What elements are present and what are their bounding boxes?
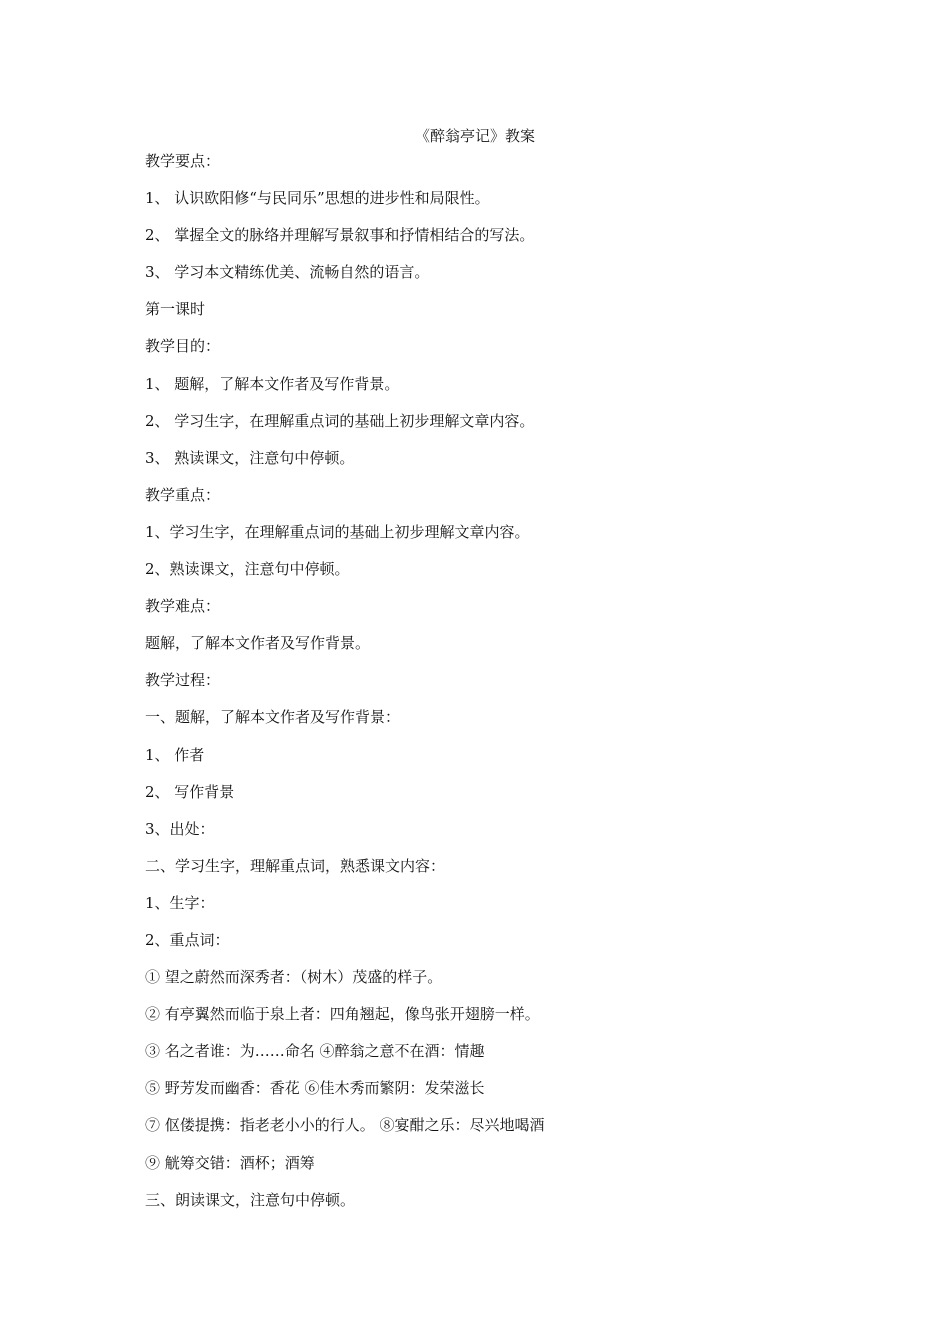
section-heading-key-points: 教学要点： [145, 152, 221, 170]
list-item: 三、朗读课文，注意句中停顿。 [145, 1190, 356, 1209]
list-item: 2、熟读课文，注意句中停顿。 [145, 560, 350, 579]
document-body [145, 150, 845, 1226]
list-item: 1、 作者 [145, 745, 205, 764]
list-item: 2、 写作背景 [145, 782, 235, 801]
list-item: 1、学习生字，在理解重点词的基础上初步理解文章内容。 [145, 522, 530, 541]
list-item: 二、学习生字，理解重点词，熟悉课文内容： [145, 856, 446, 875]
list-item: 2、重点词： [145, 930, 230, 949]
list-item: 2、 学习生字，在理解重点词的基础上初步理解文章内容。 [145, 411, 535, 430]
section-heading-focus: 教学重点： [145, 485, 221, 504]
section-heading-process: 教学过程： [145, 671, 221, 690]
vocab-item: ⑤ 野芳发而幽香：香花 ⑥佳木秀而繁阴：发荣滋长 [145, 1079, 485, 1098]
section-heading-objectives: 教学目的： [145, 337, 221, 356]
vocab-item: ① 望之蔚然而深秀者：（树木）茂盛的样子。 [145, 968, 443, 987]
list-item: 2、 掌握全文的脉络并理解写景叙事和抒情相结合的写法。 [145, 226, 535, 245]
list-item: 1、生字： [145, 893, 215, 912]
list-item: 1、 题解，了解本文作者及写作背景。 [145, 374, 400, 393]
document-title: 《醉翁亭记》教案 [414, 127, 535, 145]
section-heading-first-lesson: 第一课时 [145, 300, 206, 319]
list-item: 1、 认识欧阳修“与民同乐”思想的进步性和局限性。 [145, 189, 490, 208]
vocab-item: ② 有亭翼然而临于泉上者：四角翘起，像鸟张开翅膀一样。 [145, 1005, 540, 1024]
paragraph: 题解，了解本文作者及写作背景。 [145, 634, 371, 653]
vocab-item: ⑨ 觥筹交错：酒杯；酒筹 [145, 1153, 315, 1172]
section-heading-difficulty: 教学难点： [145, 597, 221, 616]
vocab-item: ③ 名之者谁：为……命名 ④醉翁之意不在酒：情趣 [145, 1042, 485, 1061]
list-item: 3、 学习本文精练优美、流畅自然的语言。 [145, 263, 430, 282]
list-item: 3、 熟读课文，注意句中停顿。 [145, 448, 355, 467]
list-item: 3、出处： [145, 819, 215, 838]
vocab-item: ⑦ 伛偻提携：指老老小小的行人。 ⑧宴酣之乐：尽兴地喝酒 [145, 1116, 545, 1135]
list-item: 一、题解，了解本文作者及写作背景： [145, 708, 401, 727]
